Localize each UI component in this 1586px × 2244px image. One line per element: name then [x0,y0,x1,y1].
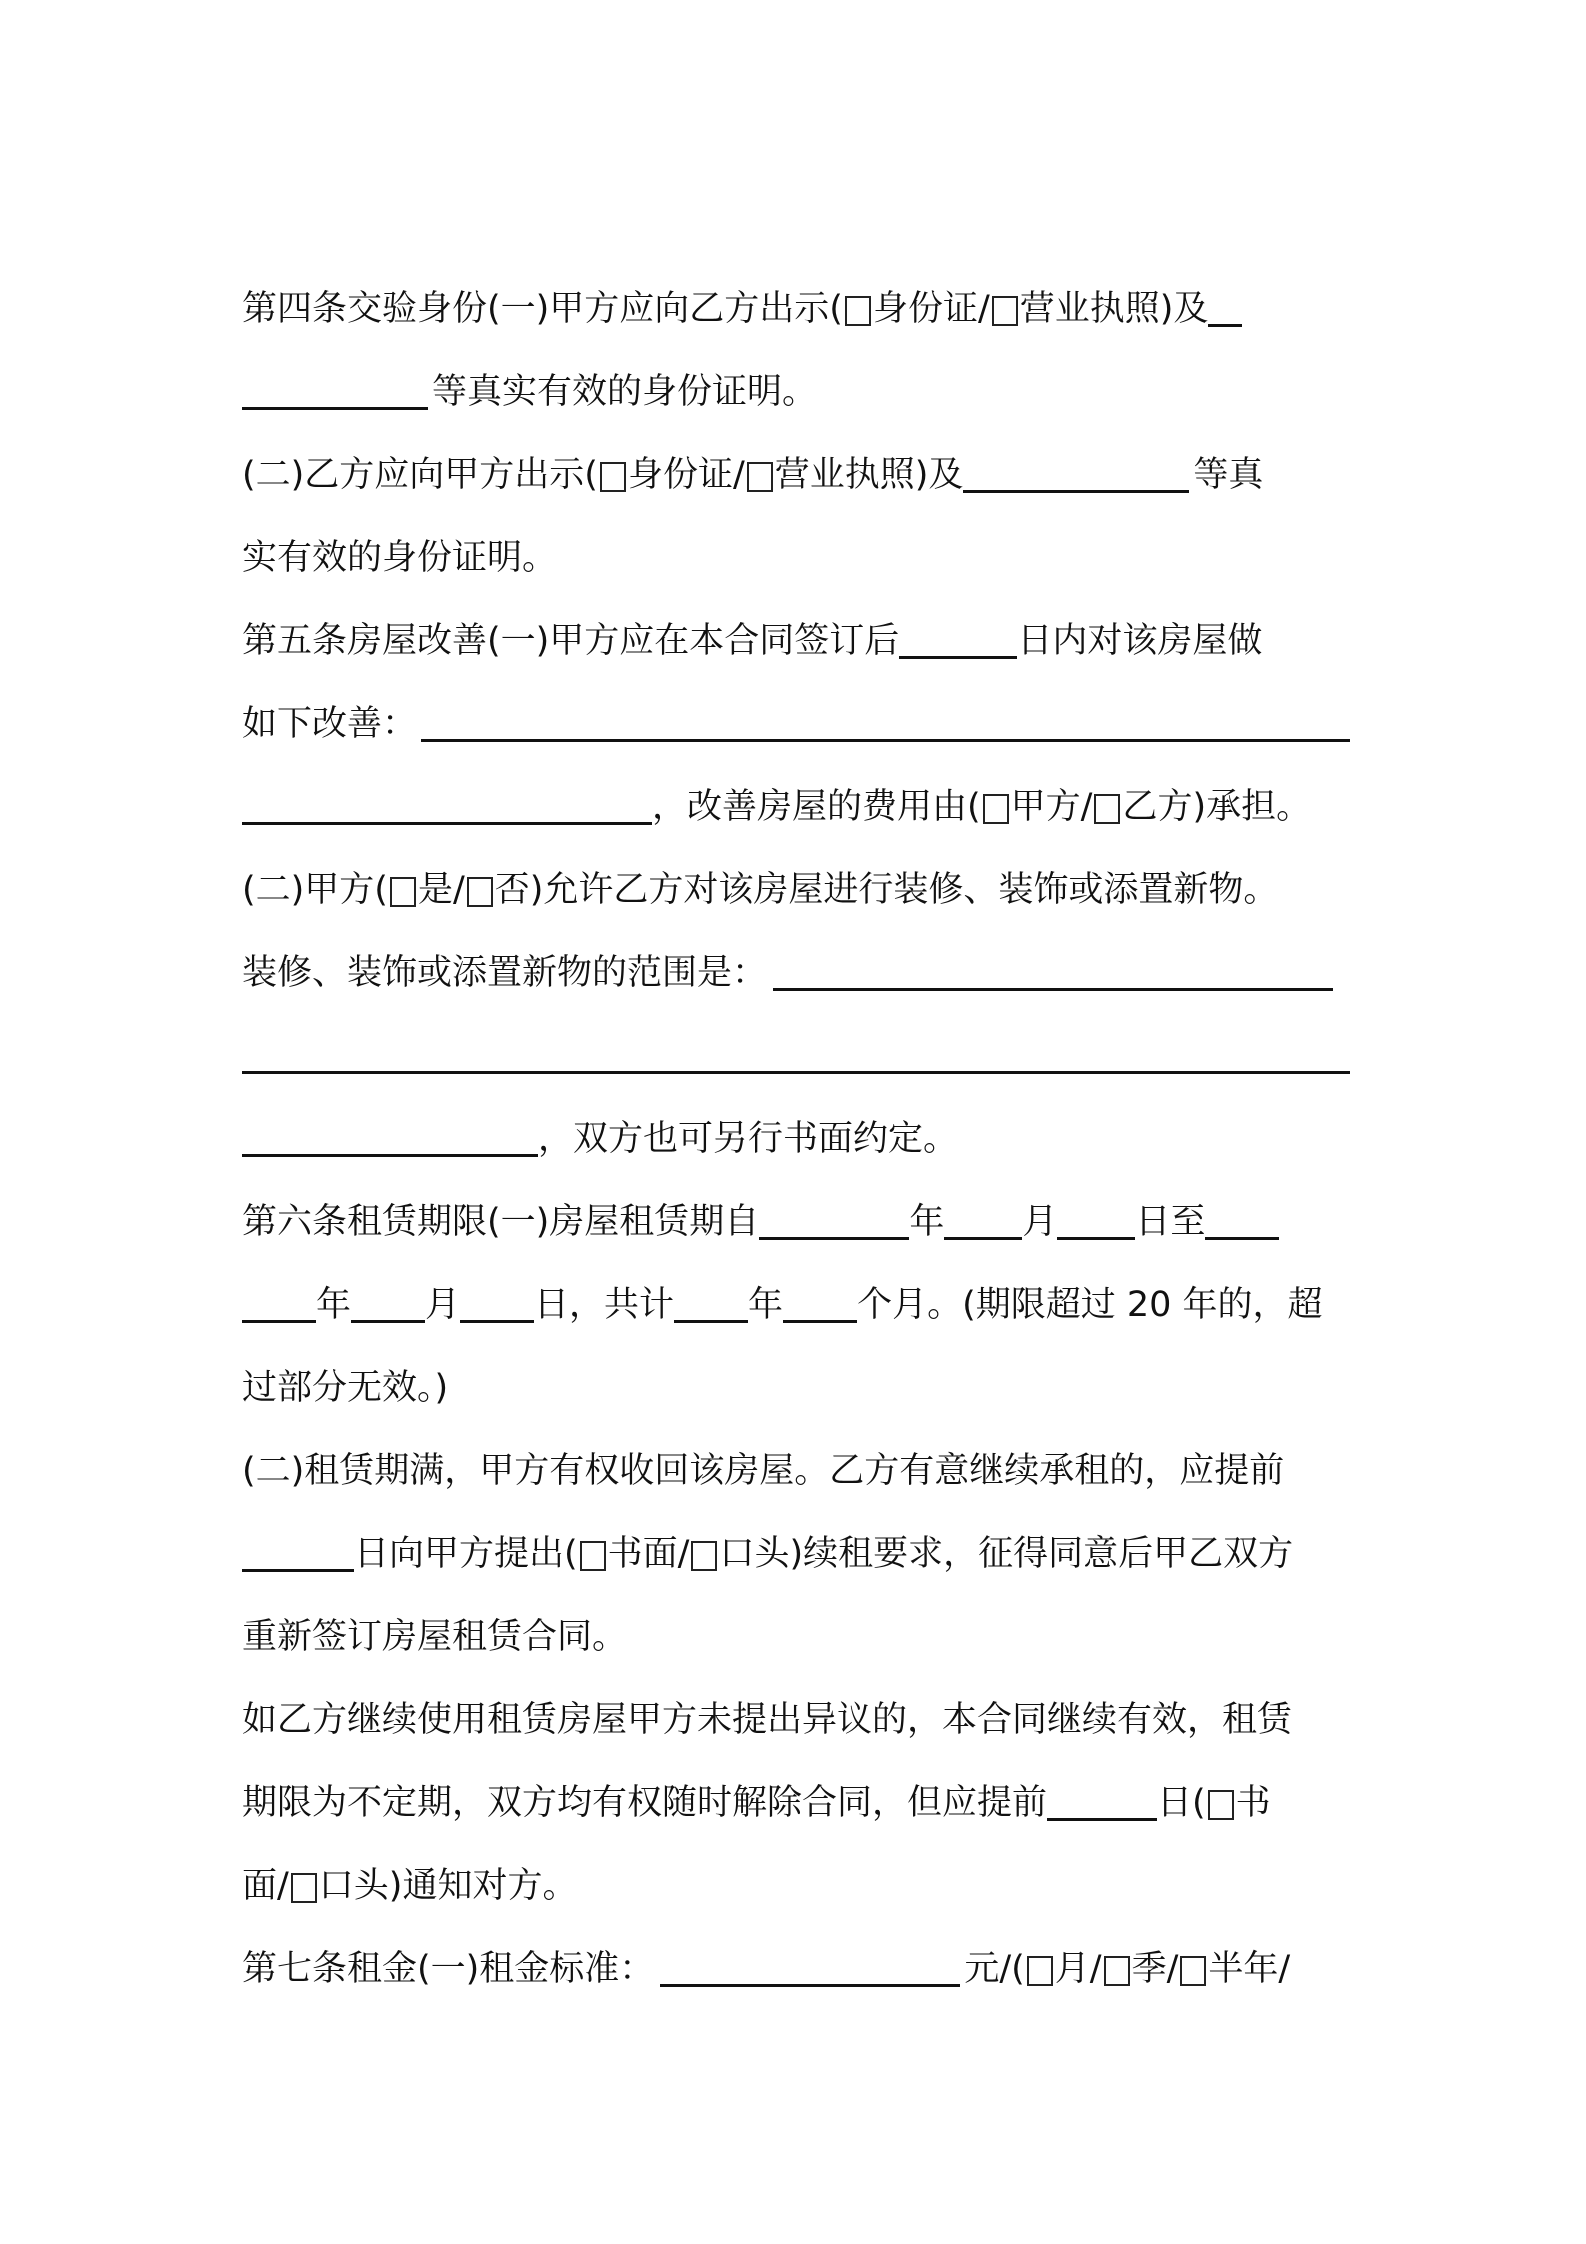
blank-line[interactable] [242,1154,538,1157]
checkbox-party-a[interactable] [983,794,1009,824]
text: 年 [316,1285,352,1325]
article-5-line-6 [242,1015,1350,1098]
text: 元/( [964,1949,1025,1989]
checkbox-half-year[interactable] [1180,1956,1206,1986]
text: 年 [748,1285,784,1325]
article-5-line-5 [242,932,1350,1015]
article-5-line-4 [242,849,1350,932]
article-4-line-2 [242,351,1350,434]
text: 期限为不定期，双方均有权随时解除合同，但应提前 [242,1783,1048,1823]
text: 实有效的身份证明。 [242,538,558,578]
text: 营业执照)及 [1019,289,1209,329]
text: 日( [1157,1783,1206,1823]
blank-years[interactable] [674,1320,748,1323]
text: 营业执照)及 [774,455,964,495]
blank-day[interactable] [460,1320,534,1323]
blank-line[interactable] [242,1071,1350,1074]
text: 书面/ [607,1534,690,1574]
article-6-line-7 [242,1679,1350,1762]
checkbox-no[interactable] [467,877,493,907]
text: 月 [1022,1202,1058,1242]
article-5-line-2 [242,683,1350,766]
text: 如下改善： [242,704,418,744]
text: 月 [425,1285,461,1325]
checkbox-month[interactable] [1027,1956,1053,1986]
text: 个月。(期限超过 20 年的，超 [857,1285,1323,1325]
article-6-line-9 [242,1845,1350,1928]
article-4-line-4 [242,517,1350,600]
text: 日，共计 [534,1285,675,1325]
text: 日内对该房屋做 [1017,621,1263,661]
text: (二)甲方( [242,870,388,910]
text: 等真 [1193,455,1264,495]
article-5-line-7 [242,1098,1350,1181]
text: 第七条租金(一)租金标准： [242,1949,655,1989]
article-6-line-3 [242,1347,1350,1430]
text: 日向甲方提出( [354,1534,578,1574]
article-4-line-3 [242,434,1350,517]
article-5-line-1 [242,600,1350,683]
text: 年 [909,1202,945,1242]
blank-months[interactable] [783,1320,857,1323]
blank-day[interactable] [1057,1237,1135,1240]
checkbox-id-card[interactable] [845,296,871,326]
blank-month[interactable] [351,1320,425,1323]
checkbox-written[interactable] [1208,1790,1234,1820]
article-6-line-6 [242,1596,1350,1679]
text: 过部分无效。) [242,1368,449,1408]
checkbox-business-license[interactable] [747,462,773,492]
blank-days[interactable] [242,1569,354,1572]
text: 甲方/ [1010,787,1093,827]
blank-line[interactable] [421,739,1350,742]
checkbox-quarter[interactable] [1104,1956,1130,1986]
text: 身份证/ [872,289,990,329]
blank-year[interactable] [242,1320,316,1323]
checkbox-party-b[interactable] [1094,794,1120,824]
text: (二)租赁期满，甲方有权收回该房屋。乙方有意继续承租的，应提前 [242,1451,1285,1491]
article-6-line-2 [242,1264,1350,1347]
blank-year[interactable] [759,1237,909,1240]
text: ，改善房屋的费用由( [652,787,981,827]
text: 重新签订房屋租赁合同。 [242,1617,628,1657]
text: 第六条租赁期限(一)房屋租赁期自 [242,1202,760,1242]
checkbox-id-card[interactable] [600,462,626,492]
text: 第五条房屋改善(一)甲方应在本合同签订后 [242,621,900,661]
text: 半年/ [1208,1949,1291,1989]
blank-rent-amount[interactable] [660,1984,960,1987]
text: ，双方也可另行书面约定。 [538,1119,959,1159]
text: 否)允许乙方对该房屋进行装修、装饰或添置新物。 [494,870,1279,910]
blank-line[interactable] [1208,324,1242,327]
text: 装修、装饰或添置新物的范围是： [242,953,768,993]
text: 第四条交验身份(一)甲方应向乙方出示( [242,289,843,329]
checkbox-oral[interactable] [291,1873,317,1903]
article-4-line-1 [242,268,1350,351]
blank-line[interactable] [773,988,1333,991]
text: 口头)续租要求，征得同意后甲乙双方 [719,1534,1294,1574]
text: 是/ [417,870,465,910]
text: 季/ [1131,1949,1179,1989]
text: 身份证/ [627,455,745,495]
blank-line[interactable] [899,656,1017,659]
checkbox-oral[interactable] [691,1541,717,1571]
article-6-line-1 [242,1181,1350,1264]
text: 如乙方继续使用租赁房屋甲方未提出异议的，本合同继续有效，租赁 [242,1700,1293,1740]
text: 书 [1235,1783,1271,1823]
article-6-line-5 [242,1513,1350,1596]
article-6-line-8 [242,1762,1350,1845]
text: 乙方)承担。 [1122,787,1312,827]
text: 面/ [242,1866,289,1906]
text: 口头)通知对方。 [318,1866,578,1906]
text: 月/ [1054,1949,1102,1989]
article-7-line-1 [242,1928,1350,2011]
blank-days[interactable] [1047,1818,1157,1821]
checkbox-written[interactable] [580,1541,606,1571]
checkbox-yes[interactable] [390,877,416,907]
text: 日至 [1135,1202,1206,1242]
blank-month[interactable] [944,1237,1022,1240]
text: 等真实有效的身份证明。 [432,372,818,412]
blank-line[interactable] [242,407,428,410]
blank-line[interactable] [242,822,652,825]
blank-year[interactable] [1205,1237,1279,1240]
article-5-line-3 [242,766,1350,849]
contract-page [242,268,1350,2011]
article-6-line-4 [242,1430,1350,1513]
text: (二)乙方应向甲方出示( [242,455,598,495]
blank-line[interactable] [963,490,1189,493]
checkbox-business-license[interactable] [992,296,1018,326]
